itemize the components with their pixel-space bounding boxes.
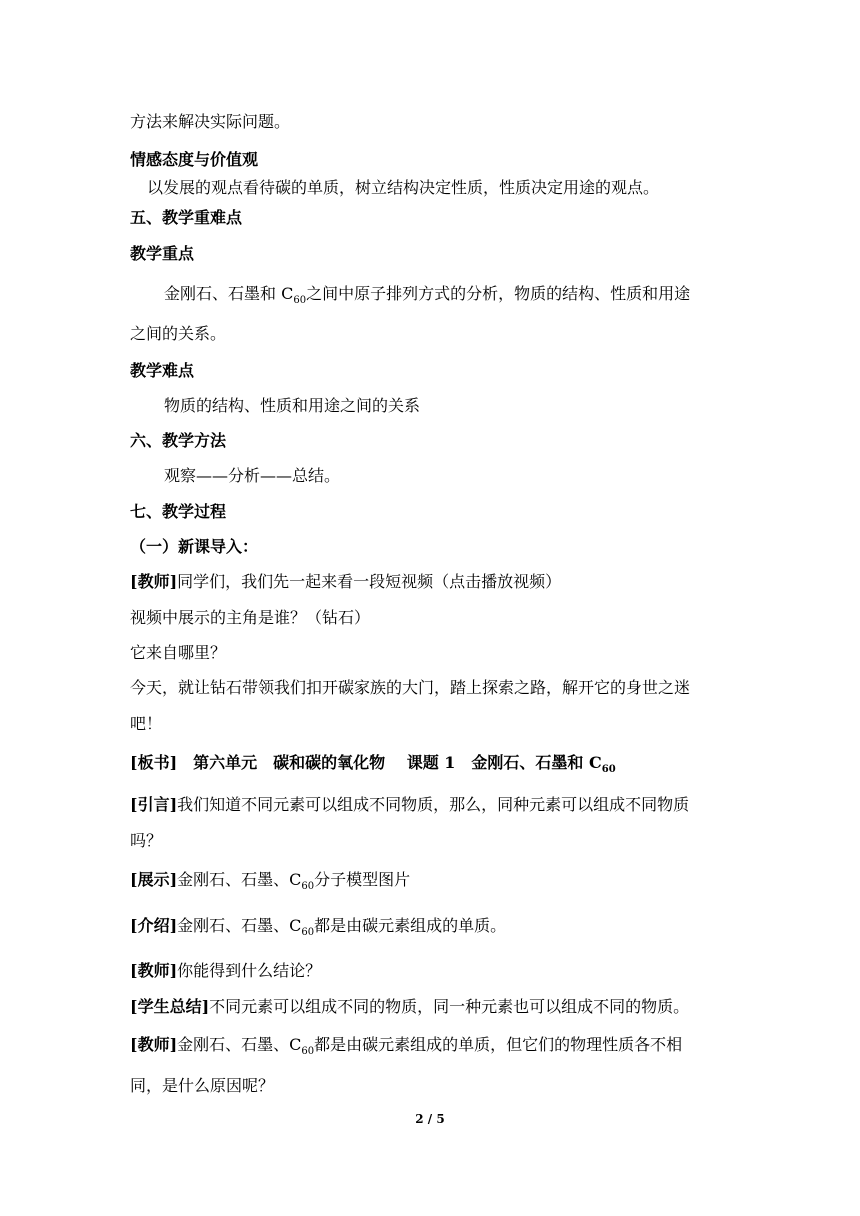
text-line <box>130 997 689 1017</box>
text-run: 你能得到什么结论？ <box>177 961 322 980</box>
text-run: 金刚石、石墨和 C <box>164 284 294 303</box>
tag-student-summary: [学生总结] <box>130 997 210 1016</box>
text-line: 方法来解决实际问题。 <box>130 112 291 131</box>
text-line <box>130 795 689 815</box>
text-line: 以发展的观点看待碳的单质，树立结构决定性质，性质决定用途的观点。 <box>147 178 660 197</box>
subscript-60: 60 <box>301 927 315 938</box>
heading-difficulties: 教学难点 <box>130 361 195 380</box>
text-run: 都是由碳元素组成的单质，但它们的物理性质各不相 <box>314 1035 683 1054</box>
text-line: 同，是什么原因呢？ <box>130 1076 275 1095</box>
text-run: 我们知道不同元素可以组成不同物质，那么，同种元素可以组成不同物质 <box>177 795 690 814</box>
page-number: 2 / 5 <box>415 1112 445 1126</box>
text-line: 吗？ <box>130 831 163 850</box>
board-title <box>130 753 616 773</box>
text-run: 之间中原子排列方式的分析，物质的结构、性质和用途 <box>306 284 691 303</box>
heading-key-points: 教学重点 <box>130 244 195 263</box>
text-line: 观察——分析——总结。 <box>164 466 341 485</box>
text-line: 物质的结构、性质和用途之间的关系 <box>164 396 421 415</box>
subscript-60: 60 <box>293 295 307 306</box>
heading-section-7: 七、教学过程 <box>130 502 227 521</box>
text-line: 今天，就让钻石带领我们扣开碳家族的大门，踏上探索之路，解开它的身世之迷 <box>130 678 691 697</box>
text-run: 分子模型图片 <box>314 870 411 889</box>
text-run: 金刚石、石墨、C <box>177 870 302 889</box>
text-run: 同学们，我们先一起来看一段短视频（点击播放视频） <box>177 572 562 591</box>
text-run: 不同元素可以组成不同的物质，同一种元素也可以组成不同的物质。 <box>209 997 690 1016</box>
tag-teacher: [教师] <box>130 1035 178 1054</box>
text-run: 金刚石、石墨、C <box>177 1035 302 1054</box>
tag-introduction: [引言] <box>130 795 178 814</box>
text-line: 视频中展示的主角是谁？（钻石） <box>130 608 371 627</box>
subscript-60: 60 <box>601 764 616 775</box>
tag-present: [介绍] <box>130 916 178 935</box>
heading-attitude: 情感态度与价值观 <box>130 150 259 169</box>
text-run: 金刚石、石墨、C <box>177 916 302 935</box>
text-line <box>130 572 561 592</box>
text-run: [板书] 第六单元 碳和碳的氧化物 课题 1 金刚石、石墨和 C <box>130 753 602 772</box>
text-line <box>164 284 690 304</box>
heading-section-5: 五、教学重难点 <box>130 208 243 227</box>
heading-section-6: 六、教学方法 <box>130 431 227 450</box>
text-line <box>130 1035 682 1055</box>
text-run: 都是由碳元素组成的单质。 <box>314 916 507 935</box>
text-line <box>130 961 321 981</box>
subscript-60: 60 <box>301 881 315 892</box>
text-line: 吧！ <box>130 714 163 733</box>
text-line <box>130 916 506 936</box>
text-line: 它来自哪里？ <box>130 643 227 662</box>
subscript-60: 60 <box>301 1046 315 1057</box>
text-line: 之间的关系。 <box>130 324 227 343</box>
tag-show: [展示] <box>130 870 178 889</box>
heading-intro: （一）新课导入： <box>130 537 259 556</box>
tag-teacher: [教师] <box>130 572 178 591</box>
tag-teacher: [教师] <box>130 961 178 980</box>
text-line <box>130 870 410 890</box>
